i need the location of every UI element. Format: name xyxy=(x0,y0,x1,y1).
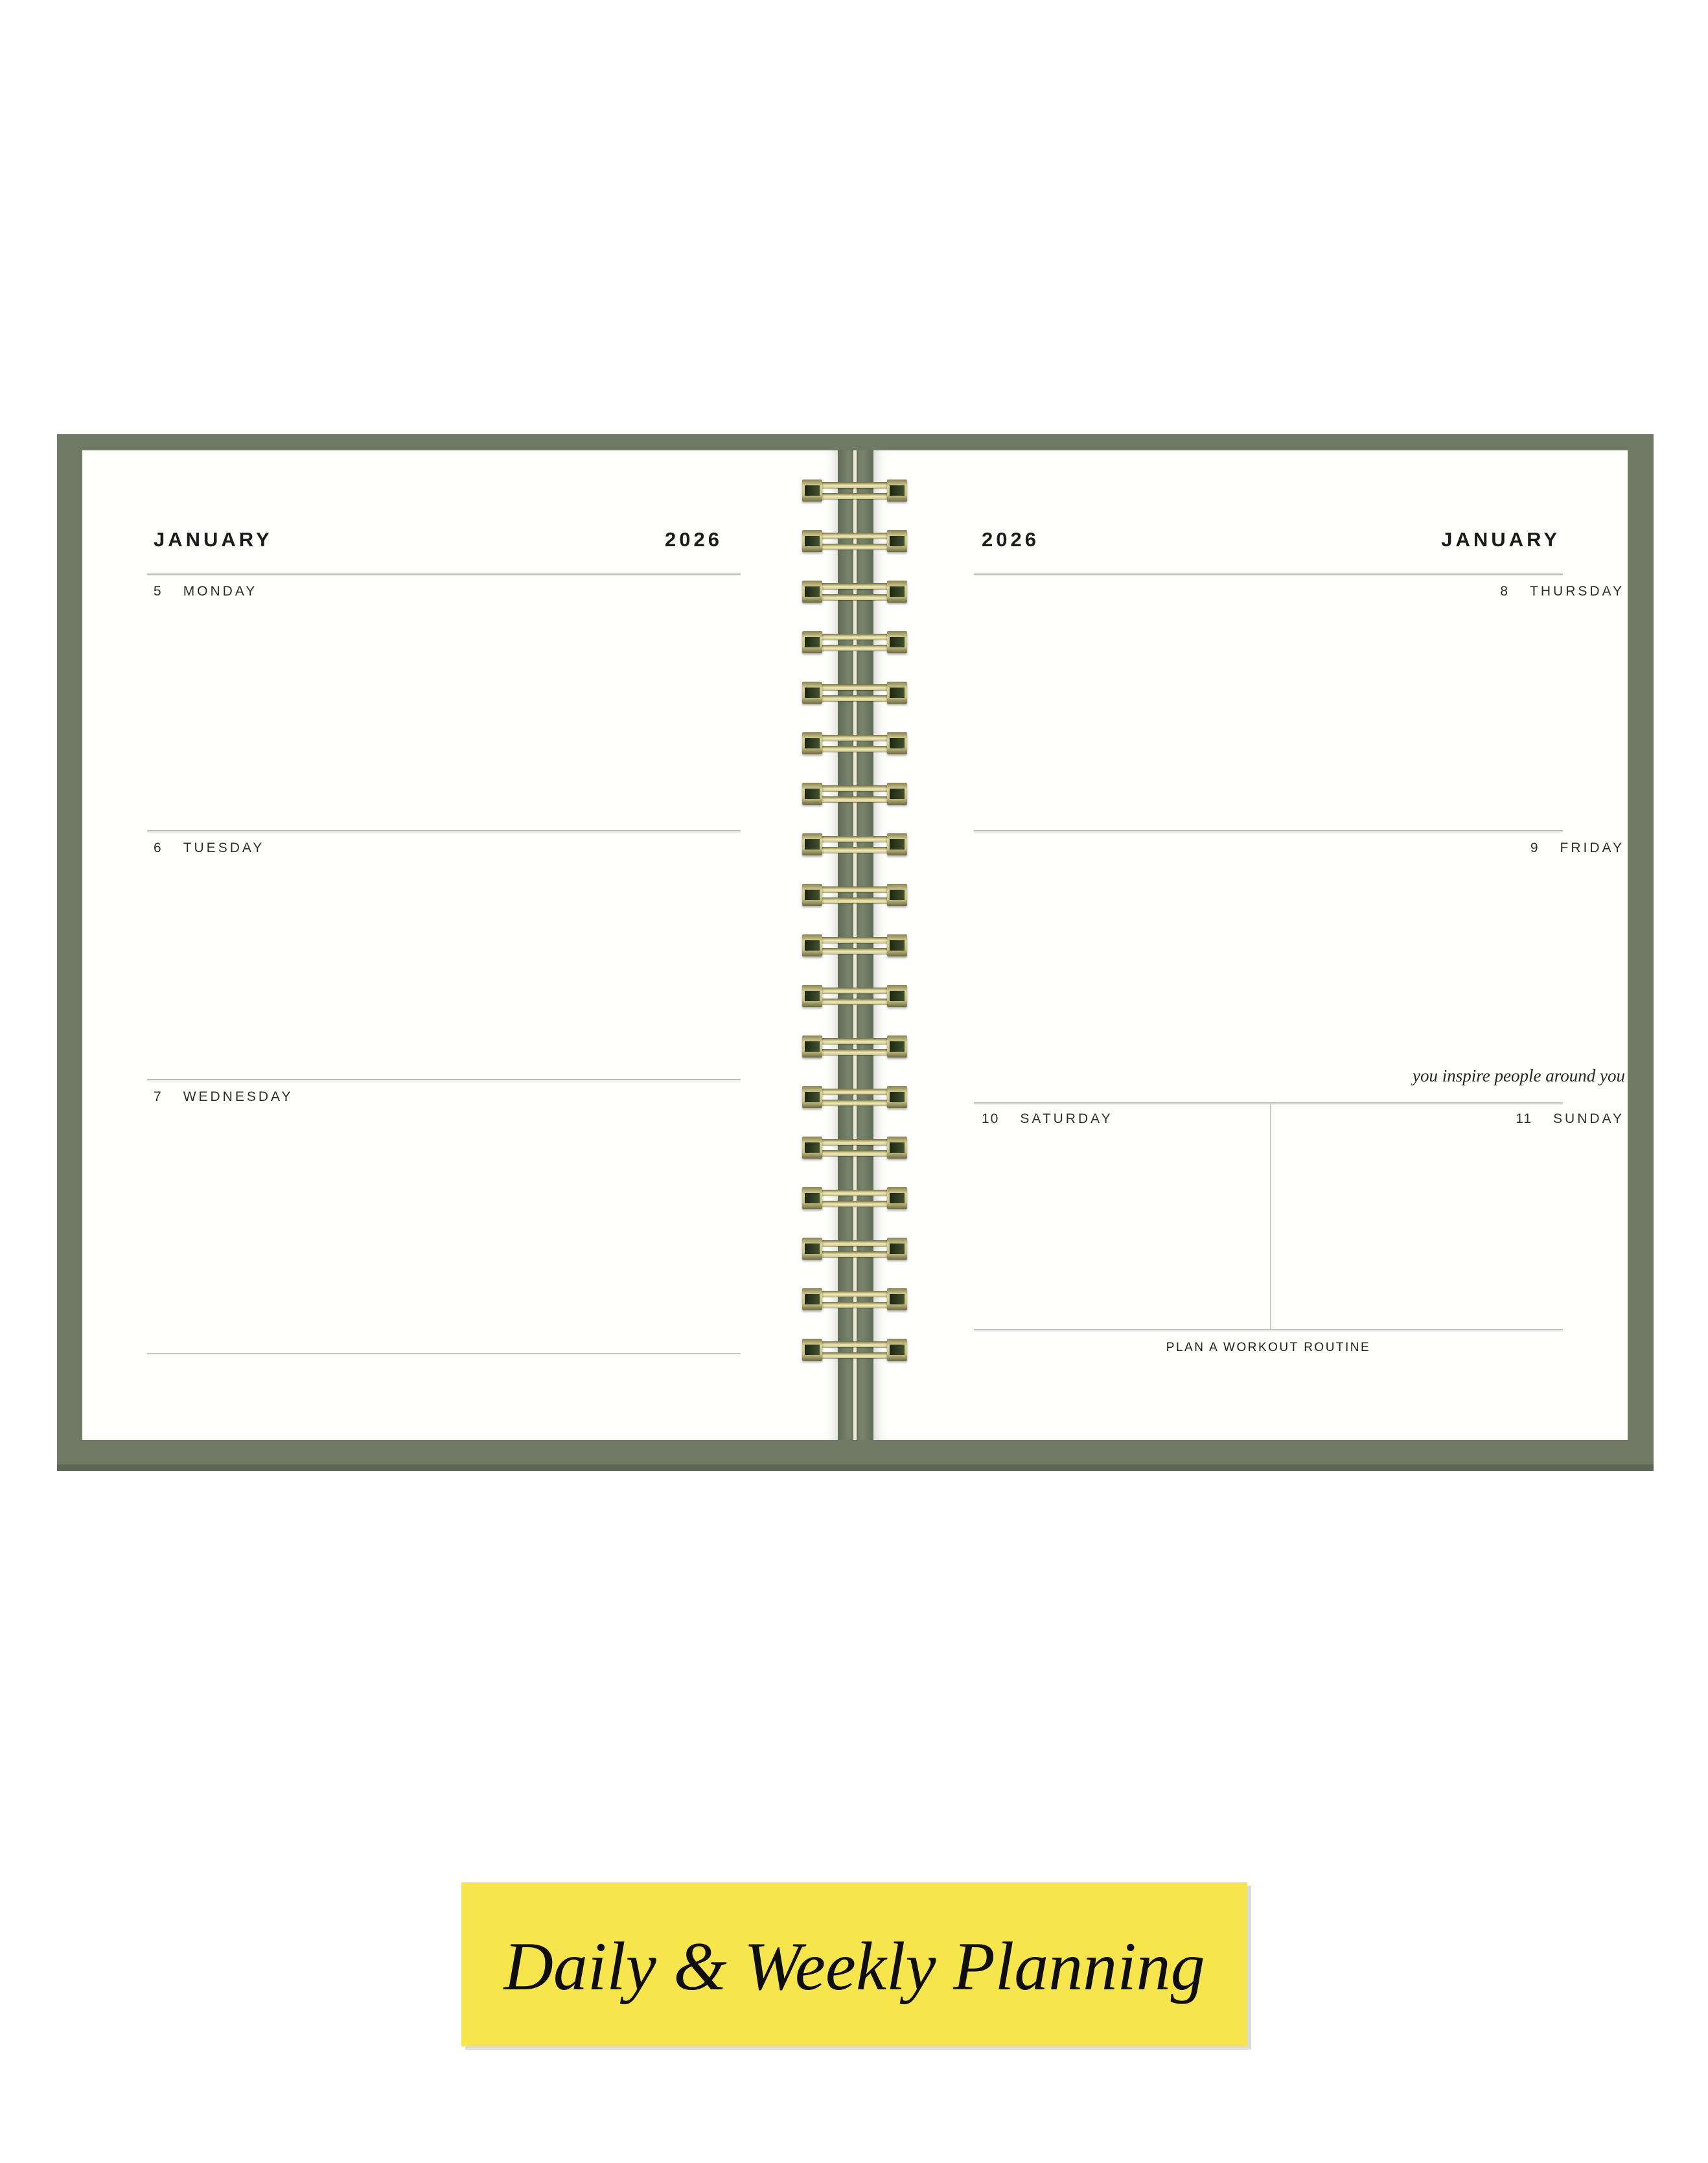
promo-banner-text: Daily & Weekly Planning xyxy=(503,1928,1205,2004)
divider-line xyxy=(147,830,741,831)
divider-line xyxy=(974,1329,1563,1330)
divider-line xyxy=(147,1353,741,1354)
planner-page-left xyxy=(82,450,839,1440)
right-page-year: 2026 xyxy=(982,528,1039,551)
day-name: TUESDAY xyxy=(183,840,265,855)
day-number: 8 xyxy=(1500,584,1510,599)
day-number: 9 xyxy=(1530,840,1540,855)
day-name: WEDNESDAY xyxy=(183,1089,294,1104)
divider-line xyxy=(974,830,1563,831)
day-number: 11 xyxy=(1516,1111,1533,1126)
promo-banner xyxy=(461,1882,1247,2046)
day-number: 6 xyxy=(154,840,163,855)
day-name: THURSDAY xyxy=(1530,584,1624,599)
day-row-monday xyxy=(154,584,257,599)
planner-cover xyxy=(57,434,1654,1471)
day-number: 5 xyxy=(154,584,163,599)
left-page-year: 2026 xyxy=(665,528,722,551)
day-name: FRIDAY xyxy=(1560,840,1624,855)
right-page-header xyxy=(974,528,1563,551)
planner-page-right xyxy=(873,450,1628,1440)
day-name: SATURDAY xyxy=(1020,1111,1113,1126)
day-name: SUNDAY xyxy=(1553,1111,1624,1126)
day-row-wednesday xyxy=(154,1089,293,1105)
day-row-saturday xyxy=(982,1111,1113,1127)
spine-gap xyxy=(838,450,873,1440)
divider-line xyxy=(147,1079,741,1080)
day-row-tuesday xyxy=(154,840,264,856)
divider-line xyxy=(974,573,1563,575)
day-name: MONDAY xyxy=(183,584,258,599)
divider-line xyxy=(974,1102,1563,1104)
left-page-header xyxy=(147,528,741,551)
day-row-sunday xyxy=(1516,1111,1624,1127)
footer-note: PLAN A WORKOUT ROUTINE xyxy=(1166,1341,1371,1354)
day-number: 10 xyxy=(982,1111,1000,1126)
quote-text: you inspire people around you xyxy=(1413,1066,1625,1085)
day-row-friday xyxy=(1530,840,1624,856)
divider-line xyxy=(147,573,741,575)
day-row-thursday xyxy=(1500,584,1624,599)
left-page-month: JANUARY xyxy=(154,528,273,551)
day-number: 7 xyxy=(154,1089,163,1104)
weekend-column-divider xyxy=(1270,1102,1271,1330)
right-page-month: JANUARY xyxy=(1441,528,1560,551)
